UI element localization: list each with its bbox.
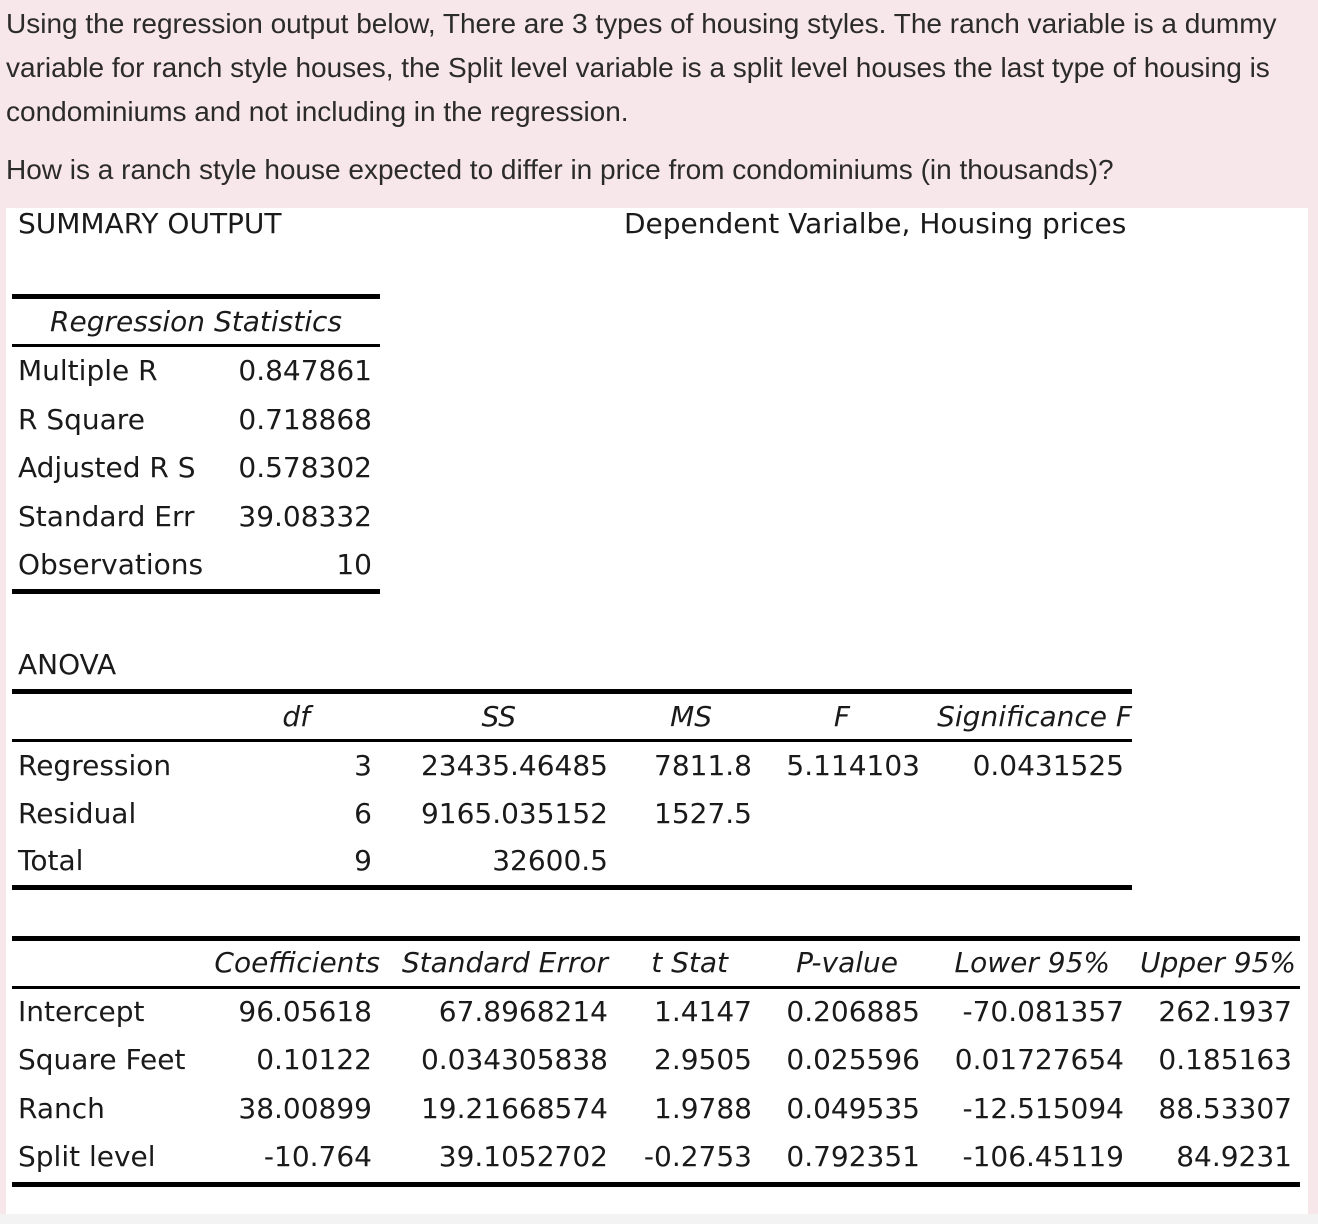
coef-standard-error: 19.21668574 bbox=[420, 1092, 608, 1125]
coef-row-label: Intercept bbox=[18, 995, 145, 1028]
coef-bottom-rule bbox=[12, 1182, 1300, 1187]
regression-output-sheet bbox=[6, 208, 1308, 1214]
anova-df: 3 bbox=[354, 749, 372, 782]
dependent-variable-label: Dependent Varialbe, Housing prices bbox=[624, 207, 1127, 240]
coef-standard-error: 39.1052702 bbox=[438, 1140, 608, 1173]
anova-header-ss: SS bbox=[481, 700, 516, 733]
coef-lower-95: 0.01727654 bbox=[954, 1043, 1124, 1076]
coef-header-upper-95: Upper 95% bbox=[1140, 946, 1296, 979]
question-paragraph-2: How is a ranch style house expected to differ in price from condominiums (in thousands)? bbox=[6, 154, 1114, 185]
anova-ss: 32600.5 bbox=[492, 844, 608, 877]
coef-upper-95: 88.53307 bbox=[1158, 1092, 1292, 1125]
coef-t-stat: 1.9788 bbox=[654, 1092, 752, 1125]
anova-row-label: Regression bbox=[18, 749, 172, 782]
stat-label: Adjusted R S bbox=[18, 451, 196, 484]
stat-value: 0.718868 bbox=[238, 403, 372, 436]
coef-lower-95: -12.515094 bbox=[962, 1092, 1124, 1125]
coef-header-lower-95: Lower 95% bbox=[954, 946, 1110, 979]
anova-df: 6 bbox=[354, 797, 372, 830]
coef-p-value: 0.025596 bbox=[786, 1043, 920, 1076]
anova-header-significance-f: Significance F bbox=[937, 700, 1132, 733]
coef-p-value: 0.792351 bbox=[786, 1140, 920, 1173]
stat-label: Observations bbox=[18, 548, 204, 581]
coef-upper-95: 84.9231 bbox=[1176, 1140, 1292, 1173]
anova-header-f: F bbox=[833, 700, 850, 733]
coef-value: 0.10122 bbox=[256, 1043, 372, 1076]
coef-header-p-value: P-value bbox=[796, 946, 898, 979]
anova-header-rule bbox=[12, 739, 1132, 742]
stat-label: Multiple R bbox=[18, 354, 158, 387]
anova-ss: 23435.46485 bbox=[420, 749, 608, 782]
anova-row-label: Total bbox=[18, 844, 84, 877]
stat-label: R Square bbox=[18, 403, 145, 436]
stat-value: 10 bbox=[336, 548, 372, 581]
regstats-header-rule bbox=[12, 344, 380, 347]
anova-ss: 9165.035152 bbox=[420, 797, 608, 830]
regstats-top-rule bbox=[12, 294, 380, 299]
stat-label: Standard Err bbox=[18, 500, 195, 533]
coef-top-rule bbox=[12, 936, 1300, 941]
anova-title: ANOVA bbox=[18, 648, 117, 681]
coef-value: 38.00899 bbox=[238, 1092, 372, 1125]
stat-value: 39.08332 bbox=[238, 500, 372, 533]
coef-t-stat: 2.9505 bbox=[654, 1043, 752, 1076]
regstats-header: Regression Statistics bbox=[50, 305, 342, 338]
anova-ms: 1527.5 bbox=[654, 797, 752, 830]
anova-bottom-rule bbox=[12, 885, 1132, 890]
coef-lower-95: -70.081357 bbox=[962, 995, 1124, 1028]
summary-output-title: SUMMARY OUTPUT bbox=[18, 207, 282, 240]
coef-standard-error: 0.034305838 bbox=[420, 1043, 608, 1076]
coef-upper-95: 0.185163 bbox=[1158, 1043, 1292, 1076]
anova-header-df: df bbox=[282, 700, 310, 733]
coef-header-coefficients: Coefficients bbox=[214, 946, 380, 979]
coef-p-value: 0.206885 bbox=[786, 995, 920, 1028]
coef-p-value: 0.049535 bbox=[786, 1092, 920, 1125]
coef-lower-95: -106.45119 bbox=[962, 1140, 1124, 1173]
coef-value: -10.764 bbox=[263, 1140, 372, 1173]
anova-header-ms: MS bbox=[670, 700, 712, 733]
anova-significance-f: 0.0431525 bbox=[972, 749, 1124, 782]
coef-header-rule bbox=[12, 986, 1300, 989]
coef-t-stat: -0.2753 bbox=[643, 1140, 752, 1173]
coef-standard-error: 67.8968214 bbox=[438, 995, 608, 1028]
anova-df: 9 bbox=[354, 844, 372, 877]
coef-upper-95: 262.1937 bbox=[1158, 995, 1292, 1028]
anova-f: 5.114103 bbox=[786, 749, 920, 782]
anova-ms: 7811.8 bbox=[654, 749, 752, 782]
stat-value: 0.578302 bbox=[238, 451, 372, 484]
anova-top-rule bbox=[12, 689, 1132, 694]
coef-value: 96.05618 bbox=[238, 995, 372, 1028]
regstats-bottom-rule bbox=[12, 589, 380, 594]
coef-row-label: Ranch bbox=[18, 1092, 105, 1125]
question-text bbox=[6, 0, 1312, 192]
coef-row-label: Split level bbox=[18, 1140, 156, 1173]
coef-row-label: Square Feet bbox=[18, 1043, 186, 1076]
page-bottom-strip bbox=[0, 1214, 1318, 1224]
anova-row-label: Residual bbox=[18, 797, 137, 830]
stat-value: 0.847861 bbox=[238, 354, 372, 387]
coef-header-standard-error: Standard Error bbox=[401, 946, 608, 979]
question-paragraph-1: Using the regression output below, There are 3 types of housing styles. The ranch variable is a dummy variable for ranch style houses, the Split level variable is a split level houses the last type of housing is condominiums and not including in the regression. bbox=[6, 8, 1277, 127]
coef-header-t-stat: t Stat bbox=[651, 946, 728, 979]
coef-t-stat: 1.4147 bbox=[654, 995, 752, 1028]
